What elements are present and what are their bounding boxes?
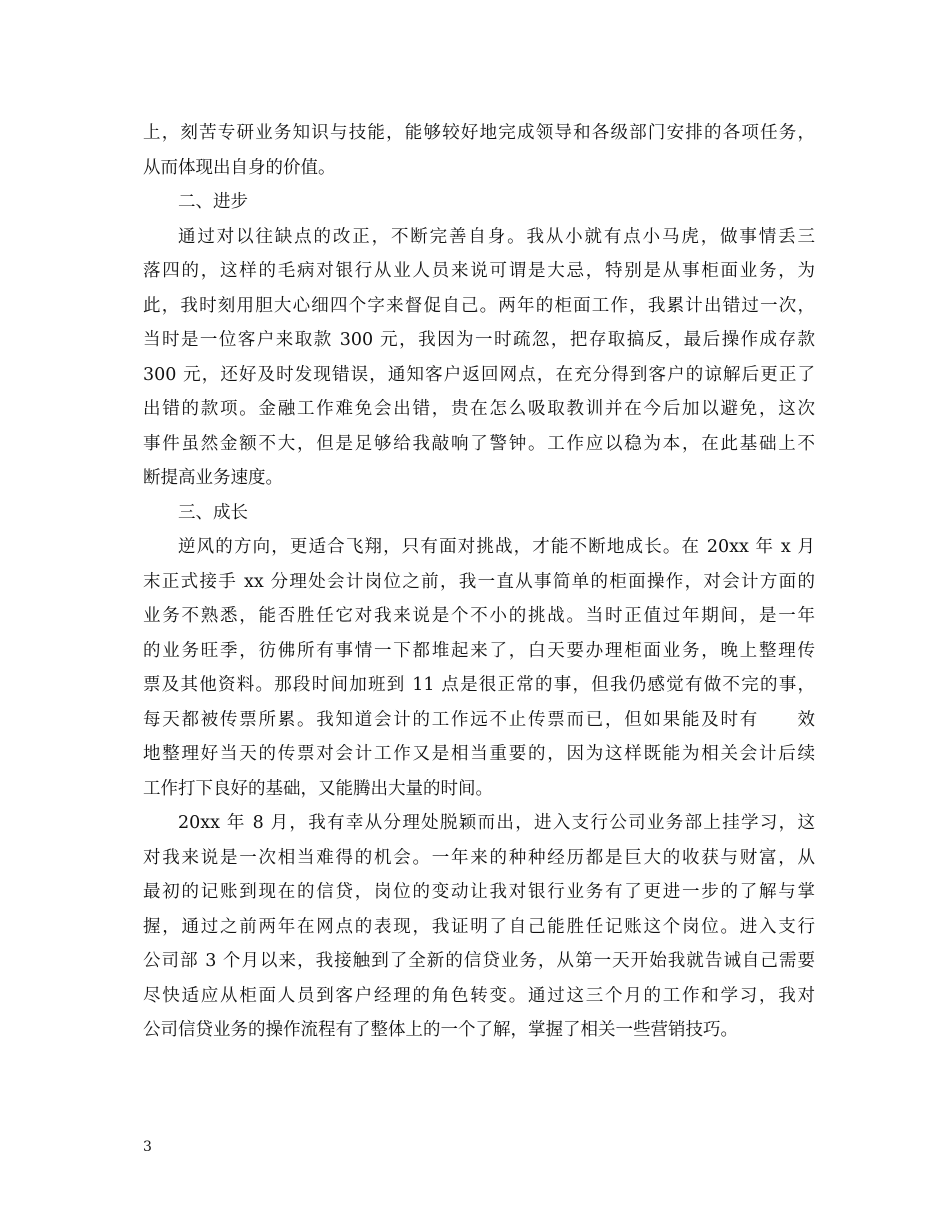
text-line: 20xx 年 8 月，我有幸从分理处脱颖而出，进入支行公司业务部上挂学习，这 (178, 813, 815, 833)
page-number: 3 (143, 1139, 152, 1155)
text-line: 出错的款项。金融工作难免会出错，贵在怎么吸取教训并在今后加以避免，这次 (143, 399, 815, 419)
text-line: 逆风的方向，更适合飞翔，只有面对挑战，才能不断地成长。在 20xx 年 x 月 (178, 537, 815, 557)
text-line: 票及其他资料。那段时间加班到 11 点是很正常的事，但我仍感觉有做不完的事， (143, 675, 815, 695)
text-line: 地整理好当天的传票对会计工作又是相当重要的，因为这样既能为相关会计后续 (143, 744, 815, 764)
text-line: 通过对以往缺点的改正，不断完善自身。我从小就有点小马虎，做事情丢三 (178, 226, 815, 247)
text-line: 断提高业务速度。 (143, 468, 283, 488)
section-heading-progress: 二、进步 (178, 192, 248, 212)
body-text (143, 116, 815, 1048)
text-line: 工作打下良好的基础，又能腾出大量的时间。 (143, 778, 493, 799)
text-line: 最初的记账到现在的信贷，岗位的变动让我对银行业务有了更进一步的了解与掌 (143, 882, 815, 902)
text-line: 握，通过之前两年在网点的表现，我证明了自己能胜任记账这个岗位。进入支行 (143, 916, 815, 937)
section-heading-growth: 三、成长 (178, 502, 248, 523)
text-line: 当时是一位客户来取款 300 元，我因为一时疏忽，把存取搞反，最后操作成存款 (143, 330, 815, 350)
text-line: 从而体现出自身的价值。 (143, 157, 336, 178)
text-line: 业务不熟悉，能否胜任它对我来说是个不小的挑战。当时正值过年期间，是一年 (143, 606, 815, 626)
text-line: 对我来说是一次相当难得的机会。一年来的种种经历都是巨大的收获与财富，从 (143, 847, 815, 868)
text-line: 300 元，还好及时发现错误，通知客户返回网点，在充分得到客户的谅解后更正了 (143, 364, 815, 385)
text-line: 公司信贷业务的操作流程有了整体上的一个了解，掌握了相关一些营销技巧。 (143, 1020, 738, 1040)
text-line: 每天都被传票所累。我知道会计的工作远不止传票而已，但如果能及时有 效 (143, 709, 815, 730)
text-line: 的业务旺季，彷佛所有事情一下都堆起来了，白天要办理柜面业务，晚上整理传 (143, 640, 815, 661)
text-line: 公司部 3 个月以来，我接触到了全新的信贷业务，从第一天开始我就告诫自己需要 (143, 951, 815, 971)
text-line: 此，我时刻用胆大心细四个字来督促自己。两年的柜面工作，我累计出错过一次， (143, 295, 815, 316)
text-line: 尽快适应从柜面人员到客户经理的角色转变。通过这三个月的工作和学习，我对 (143, 985, 815, 1006)
text-line: 末正式接手 xx 分理处会计岗位之前，我一直从事简单的柜面操作，对会计方面的 (143, 571, 815, 592)
text-line: 上，刻苦专研业务知识与技能，能够较好地完成领导和各级部门安排的各项任务， (143, 123, 815, 143)
text-line: 事件虽然金额不大，但是足够给我敲响了警钟。工作应以稳为本，在此基础上不 (143, 433, 815, 454)
text-line: 落四的，这样的毛病对银行从业人员来说可谓是大忌，特别是从事柜面业务，为 (143, 261, 815, 281)
